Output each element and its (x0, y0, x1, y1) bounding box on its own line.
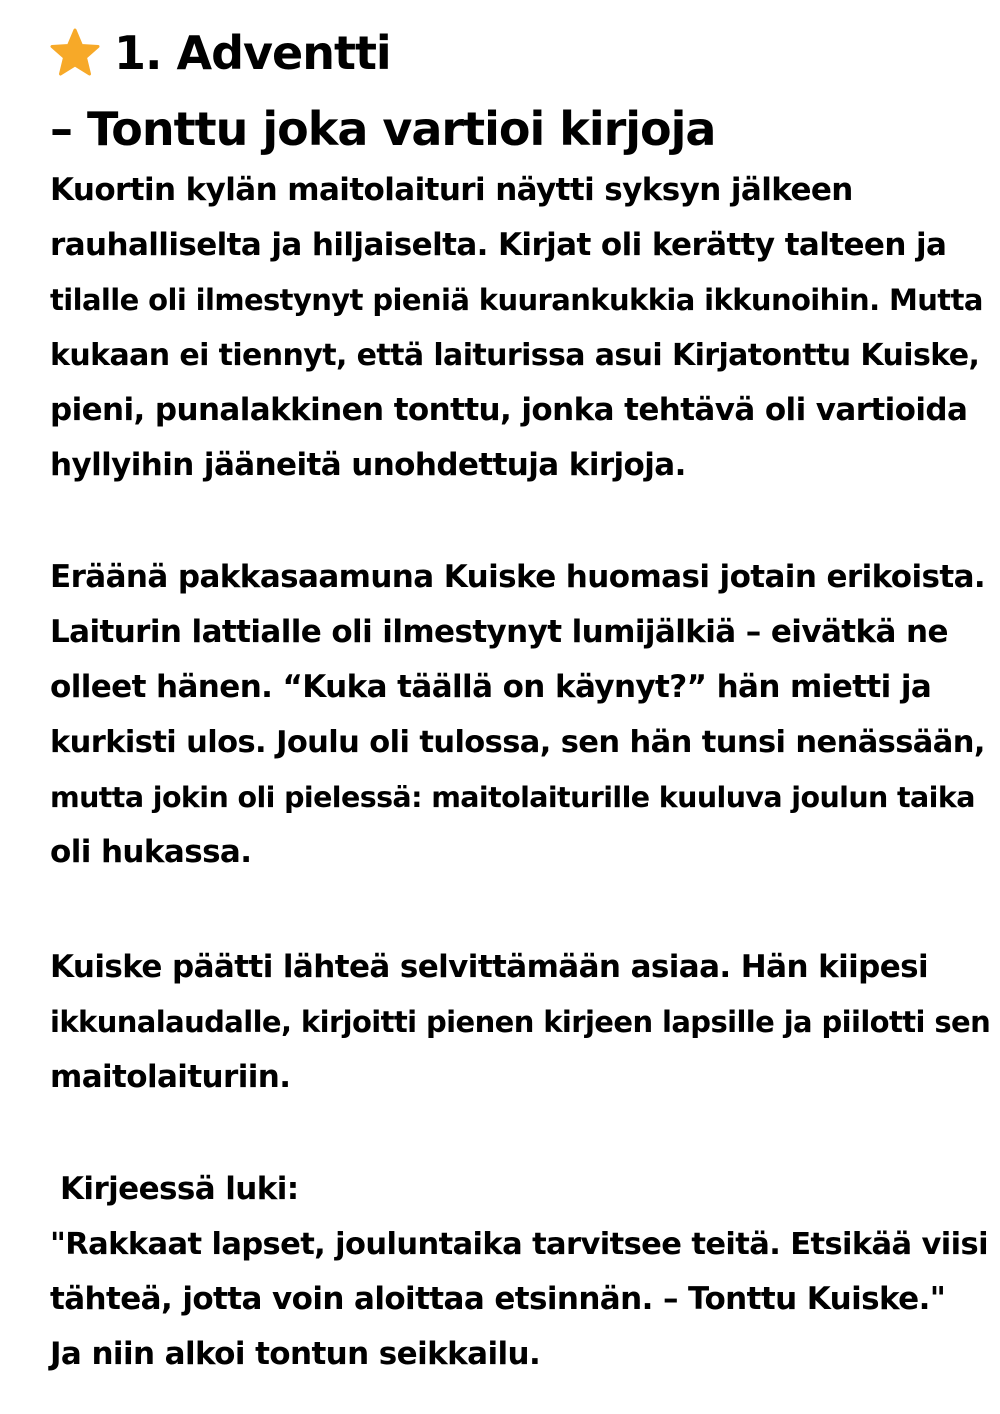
text-line: ikkunalaudalle, kirjoitti pienen kirjeen lapsille ja piilotti sen (50, 1005, 991, 1039)
paragraph-2 (50, 550, 990, 880)
text-line: kukaan ei tiennyt, että laiturissa asui Kirjatonttu Kuiske, (50, 338, 980, 373)
text-line: Kuiske päätti lähteä selvittämään asiaa. Hän kiipesi (50, 949, 929, 985)
letter-quote-line: "Rakkaat lapset, jouluntaika tarvitsee teitä. Etsikää viisi (50, 1227, 988, 1262)
paragraph-3 (50, 940, 990, 1105)
text-line: mutta jokin oli pielessä: maitolaiturille kuuluva joulun taika (50, 781, 975, 814)
text-line: oli hukassa. (50, 834, 252, 870)
title-text-1: 1. Adventti (114, 26, 391, 80)
text-line: Kuortin kylän maitolaituri näytti syksyn jälkeen (50, 172, 853, 208)
title-line-1 (50, 28, 391, 78)
text-line: Laiturin lattialle oli ilmestynyt lumijälkiä – eivätkä ne (50, 614, 948, 650)
title-line-2: – Tonttu joka vartioi kirjoja (50, 102, 716, 156)
text-line: rauhalliselta ja hiljaiselta. Kirjat oli kerätty talteen ja (50, 227, 947, 263)
text-line: pieni, punalakkinen tonttu, jonka tehtävä oli vartioida (50, 392, 968, 428)
closing-line: Ja niin alkoi tontun seikkailu. (50, 1336, 541, 1372)
text-line: Eräänä pakkasaamuna Kuiske huomasi jotain erikoista. (50, 559, 986, 595)
text-line: maitolaituriin. (50, 1059, 291, 1095)
letter-intro: Kirjeessä luki: (60, 1171, 299, 1207)
star-icon (50, 28, 100, 78)
text-line: kurkisti ulos. Joulu oli tulossa, sen hän tunsi nenässään, (50, 725, 985, 760)
text-line: tilalle oli ilmestynyt pieniä kuurankukkia ikkunoihin. Mutta (50, 283, 983, 317)
paragraph-1 (50, 163, 990, 493)
letter-paragraph (50, 1162, 990, 1382)
text-line: hyllyihin jääneitä unohdettuja kirjoja. (50, 447, 686, 483)
text-line: olleet hänen. “Kuka täällä on käynyt?” hän mietti ja (50, 669, 932, 705)
letter-quote-line: tähteä, jotta voin aloittaa etsinnän. – Tonttu Kuiske." (50, 1281, 946, 1317)
